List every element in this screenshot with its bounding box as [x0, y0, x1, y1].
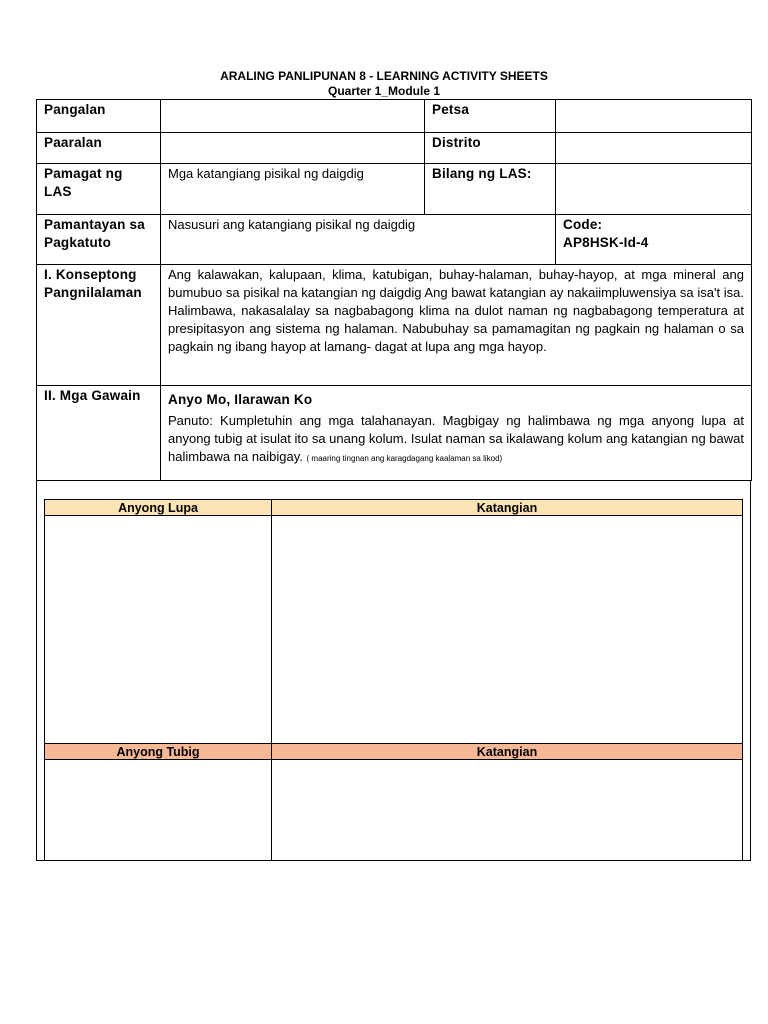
gawain-panuto: Panuto: Kumpletuhin ang mga talahanayan. Magbigay ng halimbawa ng mga anyong lupa at anyong tubig at isulat ito sa unang kolum. Isulat naman sa ikalawang kolum ang katangian ng bawat halimbawa na naibigay. [168, 413, 744, 464]
anyong-tubig-table [44, 743, 743, 861]
gawain-title: Anyo Mo, Ilarawan Ko [168, 392, 313, 407]
row-konsepto [37, 265, 752, 386]
petsa-label: Petsa [425, 100, 556, 133]
bilang-field[interactable] [556, 164, 752, 215]
tubig-katangian-header: Katangian [272, 744, 743, 760]
document-title: ARALING PANLIPUNAN 8 - LEARNING ACTIVITY SHEETS [220, 69, 548, 83]
pamantayan-label: Pamantayan sa Pagkatuto [37, 215, 161, 265]
konsepto-value: Ang kalawakan, kalupaan, klima, katubigan, buhay-halaman, buhay-hayop, at mga mineral ang bumubuo sa pisikal na katangian ng daigdig Ang bawat katangian ay nakaiimpluwensiya sa isa't isa. Halimbawa, nakasalalay sa nagbabagong klima na dulot naman ng nagbabagong temperatura at presipitasyon ang sistema ng halaman. Nabubuhay sa pamamagitan ng pagkain ng halaman o sa pagkain ng ibang hayop at lamang- dagat at lupa ang mga hayop. [161, 265, 752, 386]
distrito-label: Distrito [425, 133, 556, 164]
anyong-tubig-header: Anyong Tubig [45, 744, 272, 760]
document-subtitle: Quarter 1_Module 1 [327, 84, 441, 98]
pamantayan-value: Nasusuri ang katangiang pisikal ng daigdig [161, 215, 556, 265]
pamagat-label: Pamagat ng LAS [37, 164, 161, 215]
anyong-lupa-answer-cell[interactable] [45, 516, 272, 744]
row-pamantayan [37, 215, 752, 265]
pangalan-field[interactable] [161, 100, 425, 133]
gawain-label: II. Mga Gawain [37, 386, 161, 481]
anyong-tubig-answer-cell[interactable] [45, 760, 272, 861]
konsepto-label: I. Konseptong Pangnilalaman [37, 265, 161, 386]
code-cell [556, 215, 752, 265]
row-pangalan [37, 100, 752, 133]
paaralan-field[interactable] [161, 133, 425, 164]
row-paaralan [37, 133, 752, 164]
petsa-field[interactable] [556, 100, 752, 133]
row-pamagat [37, 164, 752, 215]
anyong-lupa-table [44, 499, 743, 744]
pangalan-label: Pangalan [37, 100, 161, 133]
row-gawain [37, 386, 752, 481]
bilang-label: Bilang ng LAS: [425, 164, 556, 215]
distrito-field[interactable] [556, 133, 752, 164]
code-value: AP8HSK-Id-4 [563, 235, 649, 250]
paaralan-label: Paaralan [37, 133, 161, 164]
pamagat-value: Mga katangiang pisikal ng daigdig [161, 164, 425, 215]
gawain-cell [161, 386, 752, 481]
gawain-note: ( maaring tingnan ang karagdagang kaalaman sa likod) [306, 454, 503, 463]
code-label: Code: [563, 217, 603, 232]
anyong-lupa-header: Anyong Lupa [45, 500, 272, 516]
tubig-katangian-answer-cell[interactable] [272, 760, 743, 861]
lupa-katangian-answer-cell[interactable] [272, 516, 743, 744]
lupa-katangian-header: Katangian [272, 500, 743, 516]
info-table [36, 99, 752, 481]
